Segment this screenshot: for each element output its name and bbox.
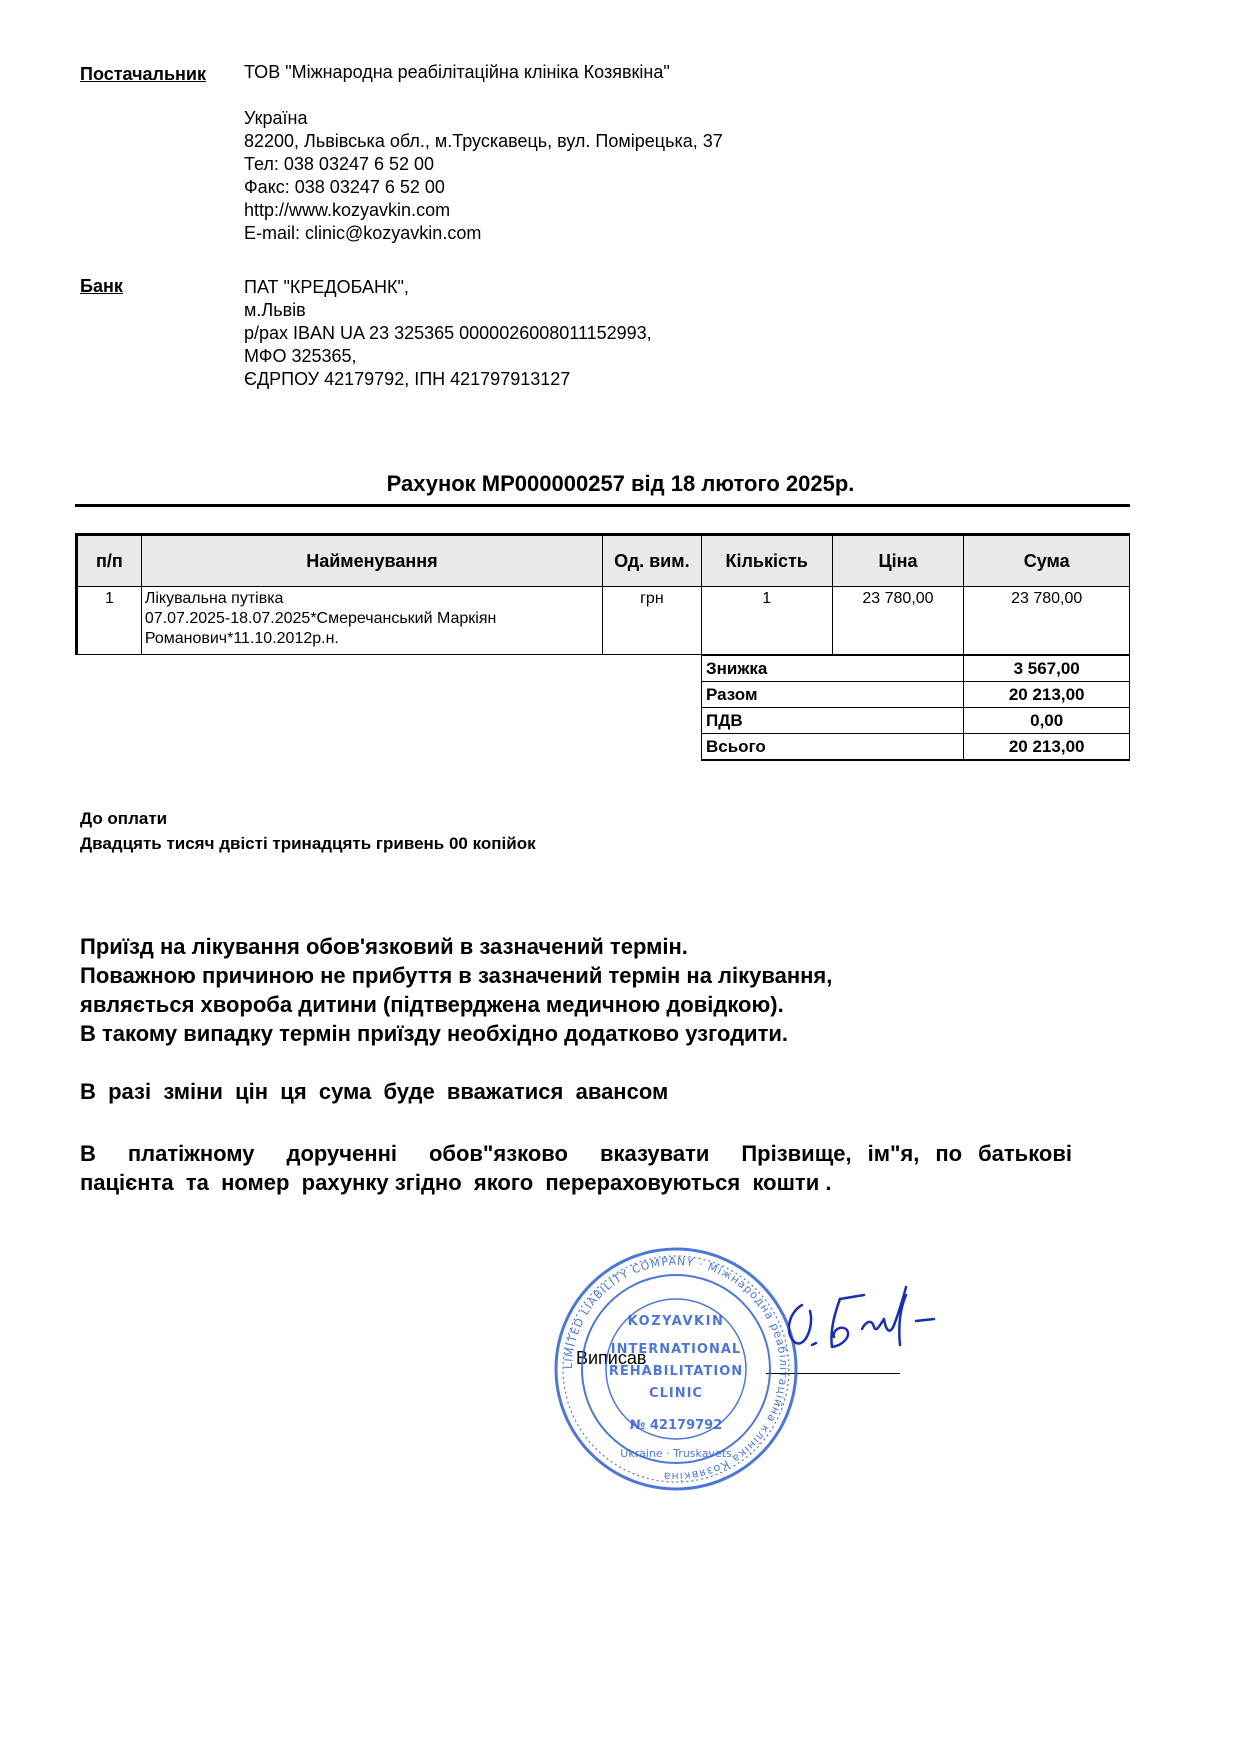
supplier-details (244, 61, 723, 245)
col-header-sum: Сума (964, 535, 1130, 587)
stamp-line: KOZYAVKIN (627, 1314, 725, 1329)
stamp-line: CLINIC (649, 1386, 703, 1401)
subtotal-value: 20 213,00 (964, 682, 1130, 708)
price-change-note: В разі зміни цін ця сума буде вважатися авансом (80, 1079, 669, 1104)
row-qty: 1 (701, 587, 832, 655)
supplier-name: ТОВ "Міжнародна реабілітаційна клініка Козявкіна" (244, 62, 670, 82)
row-name (141, 587, 602, 655)
stamp-line: INTERNATIONAL (610, 1342, 742, 1357)
supplier-fax: Факс: 038 03247 6 52 00 (244, 177, 445, 197)
row-name-line: 07.07.2025-18.07.2025*Смеречанський Маркіян (144, 610, 497, 627)
arrival-notes (80, 932, 832, 1048)
note-line: Поважною причиною не прибуття в зазначений термін на лікування, (80, 963, 833, 988)
totals-row (702, 734, 1130, 761)
items-table (75, 533, 1130, 655)
subtotal-label: Разом (702, 682, 964, 708)
totals-table (701, 655, 1130, 761)
totals-row (702, 656, 1130, 682)
total-label: Всього (702, 734, 964, 761)
bank-name: ПАТ "КРЕДОБАНК", (244, 277, 409, 297)
bank-details (244, 276, 652, 391)
row-sum: 23 780,00 (964, 587, 1130, 655)
payment-block (80, 806, 536, 856)
bank-label: Банк (80, 276, 123, 296)
company-stamp (552, 1245, 800, 1493)
row-name-line: Романович*11.10.2012р.н. (144, 630, 339, 647)
discount-label: Знижка (702, 656, 964, 682)
col-header-name: Найменування (141, 535, 602, 587)
bank-account: р/рах IBAN UA 23 325365 0000026008011152993, (244, 323, 652, 343)
row-num: 1 (77, 587, 142, 655)
title-rule (75, 504, 1130, 507)
bank-mfo: МФО 325365, (244, 346, 357, 366)
stamp-number: № 42179792 (629, 1418, 723, 1433)
stamp-outer-text: LIMITED LIABILITY COMPANY · Міжнародна реабілітаційна клініка Козявкіна (561, 1254, 791, 1484)
vat-value: 0,00 (964, 708, 1130, 734)
totals-row (702, 708, 1130, 734)
discount-value: 3 567,00 (964, 656, 1130, 682)
vat-label: ПДВ (702, 708, 964, 734)
totals-row (702, 682, 1130, 708)
row-unit: грн (602, 587, 701, 655)
supplier-address: 82200, Львівська обл., м.Трускавець, вул. Помірецька, 37 (244, 131, 723, 151)
table-row (77, 587, 1130, 655)
supplier-country: Україна (244, 108, 308, 128)
payment-amount-words: Двадцять тисяч двісті тринадцять гривень 00 копійок (80, 834, 536, 853)
supplier-email: E-mail: clinic@kozyavkin.com (244, 223, 482, 243)
note-line: являється хвороба дитини (підтверджена медичною довідкою). (80, 992, 784, 1017)
col-header-num: п/п (77, 535, 142, 587)
payment-label: До оплати (80, 809, 168, 828)
note-line: Приїзд на лікування обов'язковий в зазначений термін. (80, 934, 688, 959)
supplier-label: Постачальник (80, 64, 206, 84)
total-value: 20 213,00 (964, 734, 1130, 761)
supplier-website: http://www.kozyavkin.com (244, 200, 451, 220)
bank-ids: ЄДРПОУ 42179792, ІПН 421797913127 (244, 369, 571, 389)
payment-order-note (80, 1139, 1072, 1197)
items-header-row (77, 535, 1130, 587)
col-header-unit: Од. вим. (602, 535, 701, 587)
note-line: В платіжному дорученні обов"язково вказувати Прізвище, ім"я, по батькові (80, 1141, 1072, 1166)
invoice-title: Рахунок МР000000257 від 18 лютого 2025р. (386, 471, 855, 496)
bank-city: м.Львів (244, 300, 306, 320)
row-price: 23 780,00 (832, 587, 964, 655)
stamp-line: REHABILITATION (608, 1364, 744, 1379)
signed-by-label: Виписав (576, 1348, 647, 1368)
col-header-qty: Кількість (701, 535, 832, 587)
supplier-phone: Тел: 038 03247 6 52 00 (244, 154, 435, 174)
note-line: В такому випадку термін приїзду необхідно додатково узгодити. (80, 1021, 788, 1046)
row-name-line: Лікувальна путівка (144, 590, 284, 607)
handwritten-signature (780, 1285, 940, 1365)
note-line: пацієнта та номер рахунку згідно якого перераховуються кошти . (80, 1170, 832, 1195)
col-header-price: Ціна (832, 535, 964, 587)
stamp-bottom: Ukraine · Truskavets (620, 1447, 732, 1460)
